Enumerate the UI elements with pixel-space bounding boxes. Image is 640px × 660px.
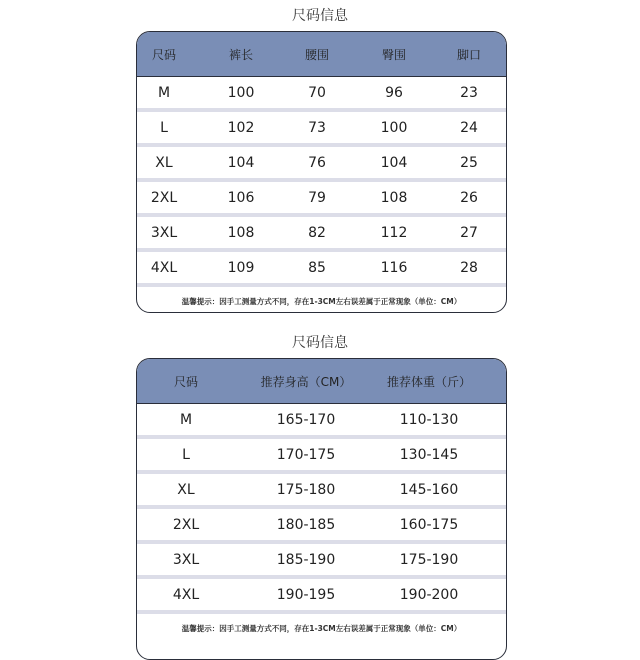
- table-cell: 110-130: [399, 411, 459, 428]
- measurement-note: 温馨提示：因手工测量方式不同，存在1-3CM左右误差属于正常现象（单位：CM）: [181, 623, 462, 633]
- table-cell: 79: [308, 189, 326, 206]
- table-cell: M: [179, 411, 193, 428]
- table-cell: 112: [380, 224, 408, 241]
- table-cell: M: [157, 84, 171, 101]
- table-row: [137, 579, 506, 614]
- table-row: [137, 544, 506, 579]
- table-cell: L: [160, 119, 168, 136]
- table-cell: 109: [227, 259, 255, 276]
- table-cell: 165-170: [276, 411, 336, 428]
- table-header: [137, 32, 506, 77]
- table-cell: 24: [460, 119, 478, 136]
- table-cell: 102: [227, 119, 255, 136]
- table-cell: XL: [155, 154, 173, 171]
- table-cell: 100: [380, 119, 408, 136]
- table-cell: 190-195: [276, 586, 336, 603]
- table-cell: 3XL: [150, 224, 178, 241]
- measurement-note: 温馨提示：因手工测量方式不同，存在1-3CM左右误差属于正常现象（单位：CM）: [181, 296, 462, 306]
- table-row: [137, 77, 506, 112]
- header-cell: 脚口: [456, 47, 482, 62]
- table-cell: 145-160: [399, 481, 459, 498]
- table-cell: 108: [380, 189, 408, 206]
- table-cell: XL: [177, 481, 195, 498]
- table-header: [137, 359, 506, 404]
- table-cell: 26: [460, 189, 478, 206]
- table-cell: 25: [460, 154, 478, 171]
- table-cell: 3XL: [172, 551, 200, 568]
- table-cell: 73: [308, 119, 326, 136]
- table-row: [137, 147, 506, 182]
- table-cell: 170-175: [276, 446, 336, 463]
- pants-size-table: [136, 31, 507, 313]
- table-cell: 104: [227, 154, 255, 171]
- table-row: [137, 217, 506, 252]
- table-row: [137, 112, 506, 147]
- table-cell: 27: [460, 224, 478, 241]
- table-cell: 160-175: [399, 516, 459, 533]
- table-row: [137, 439, 506, 474]
- table2-title: 尺码信息: [292, 335, 348, 351]
- table-cell: 116: [380, 259, 408, 276]
- header-cell: 裤长: [228, 47, 254, 62]
- table-cell: 70: [308, 84, 326, 101]
- table-row: [137, 182, 506, 217]
- table-cell: 4XL: [150, 259, 178, 276]
- table-cell: 2XL: [172, 516, 200, 533]
- table-cell: 190-200: [399, 586, 459, 603]
- header-cell: 尺码: [173, 374, 199, 389]
- header-cell: 臀围: [381, 47, 407, 62]
- table-cell: 185-190: [276, 551, 336, 568]
- table-cell: 28: [460, 259, 478, 276]
- table-cell: 23: [460, 84, 478, 101]
- table-cell: 108: [227, 224, 255, 241]
- table-cell: 82: [308, 224, 326, 241]
- table-row: [137, 252, 506, 287]
- header-cell: 腰围: [304, 47, 330, 62]
- table-cell: 4XL: [172, 586, 200, 603]
- table-cell: 2XL: [150, 189, 178, 206]
- table-cell: 104: [380, 154, 408, 171]
- table-cell: 100: [227, 84, 255, 101]
- header-cell: 尺码: [151, 47, 177, 62]
- table-row: [137, 509, 506, 544]
- table-row: [137, 404, 506, 439]
- table-cell: 175-190: [399, 551, 459, 568]
- table-cell: 106: [227, 189, 255, 206]
- header-cell: 推荐身高（CM）: [260, 374, 352, 389]
- table-cell: 76: [308, 154, 326, 171]
- table-row: [137, 474, 506, 509]
- table-cell: 85: [308, 259, 326, 276]
- table-cell: 180-185: [276, 516, 336, 533]
- table-cell: 175-180: [276, 481, 336, 498]
- table-cell: 130-145: [399, 446, 459, 463]
- recommended-size-table: [136, 358, 507, 660]
- table1-title: 尺码信息: [292, 8, 348, 24]
- table-cell: L: [182, 446, 190, 463]
- table-cell: 96: [385, 84, 403, 101]
- header-cell: 推荐体重（斤）: [386, 374, 472, 389]
